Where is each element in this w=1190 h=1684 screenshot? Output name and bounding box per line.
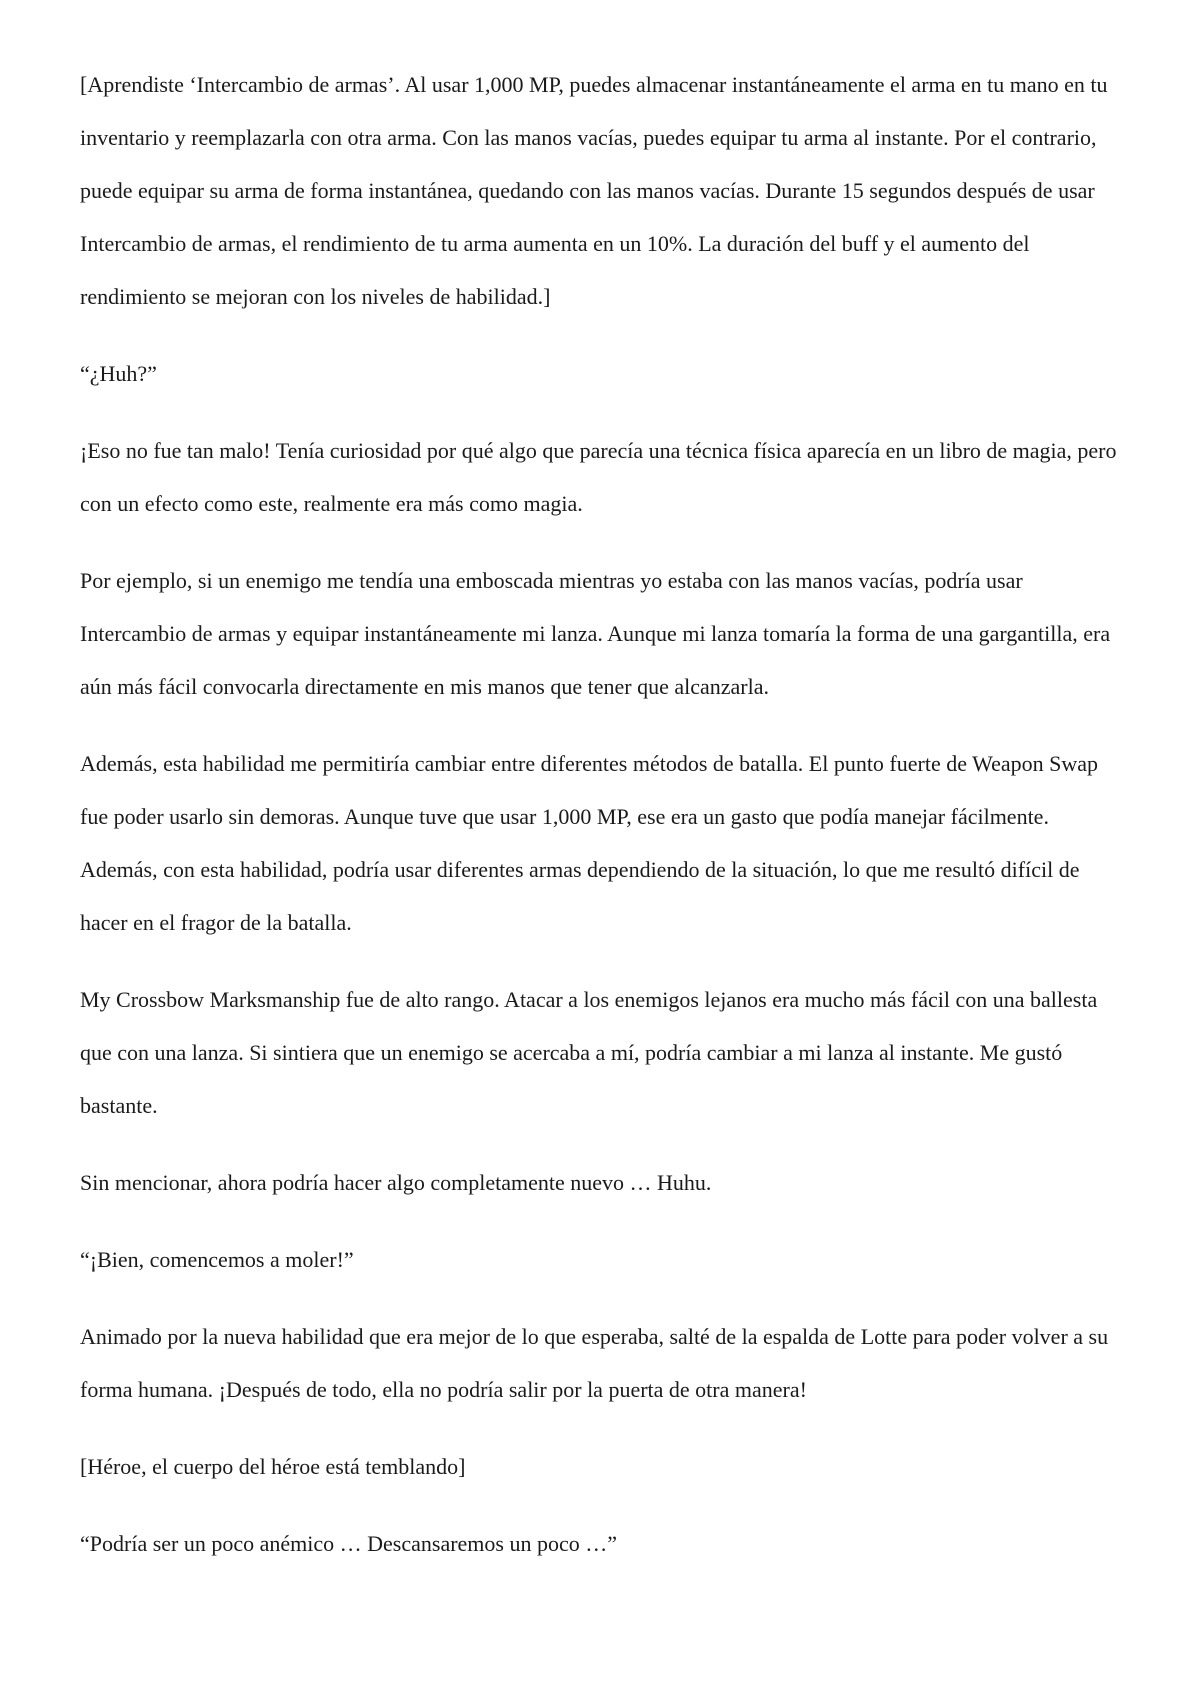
paragraph-not-bad: ¡Eso no fue tan malo! Tenía curiosidad por qué algo que parecía una técnica física aparecía en un libro de magia, pero con un efecto como este, realmente era más como magia. <box>80 438 1117 516</box>
paragraph-huh: “¿Huh?” <box>80 361 157 386</box>
paragraph-skill-learned: [Aprendiste ‘Intercambio de armas’. Al usar 1,000 MP, puedes almacenar instantáneamente el arma en tu mano en tu inventario y reemplazarla con otra arma. Con las manos vacías, puedes equipar tu arma al instante. Por el contrario, puede equipar su arma de forma instantánea, quedando con las manos vacías. Durante 15 segundos después de usar Intercambio de armas, el rendimiento de tu arma aumenta en un 10%. La duración del buff y el aumento del rendimiento se mejoran con los niveles de habilidad.] <box>80 72 1108 309</box>
paragraph-lets-grind: “¡Bien, comencemos a moler!” <box>80 1247 354 1272</box>
paragraph-something-new: Sin mencionar, ahora podría hacer algo completamente nuevo … Huhu. <box>80 1170 712 1195</box>
paragraph-example: Por ejemplo, si un enemigo me tendía una emboscada mientras yo estaba con las manos vacías, podría usar Intercambio de armas y equipar instantáneamente mi lanza. Aunque mi lanza tomaría la forma de una gargantilla, era aún más fácil convocarla directamente en mis manos que tener que alcanzarla. <box>80 568 1111 699</box>
document-page <box>80 58 1120 1594</box>
paragraph-hero-trembling: [Héroe, el cuerpo del héroe está temblando] <box>80 1454 466 1479</box>
paragraph-crossbow: My Crossbow Marksmanship fue de alto rango. Atacar a los enemigos lejanos era mucho más fácil con una ballesta que con una lanza. Si sintiera que un enemigo se acercaba a mí, podría cambiar a mi lanza al instante. Me gustó bastante. <box>80 987 1098 1118</box>
paragraph-lotte: Animado por la nueva habilidad que era mejor de lo que esperaba, salté de la espalda de Lotte para poder volver a su forma humana. ¡Después de todo, ella no podría salir por la puerta de otra manera! <box>80 1324 1109 1402</box>
paragraph-anemic: “Podría ser un poco anémico … Descansaremos un poco …” <box>80 1531 618 1556</box>
paragraph-battle-methods: Además, esta habilidad me permitiría cambiar entre diferentes métodos de batalla. El punto fuerte de Weapon Swap fue poder usarlo sin demoras. Aunque tuve que usar 1,000 MP, ese era un gasto que podía manejar fácilmente. Además, con esta habilidad, podría usar diferentes armas dependiendo de la situación, lo que me resultó difícil de hacer en el fragor de la batalla. <box>80 751 1099 935</box>
